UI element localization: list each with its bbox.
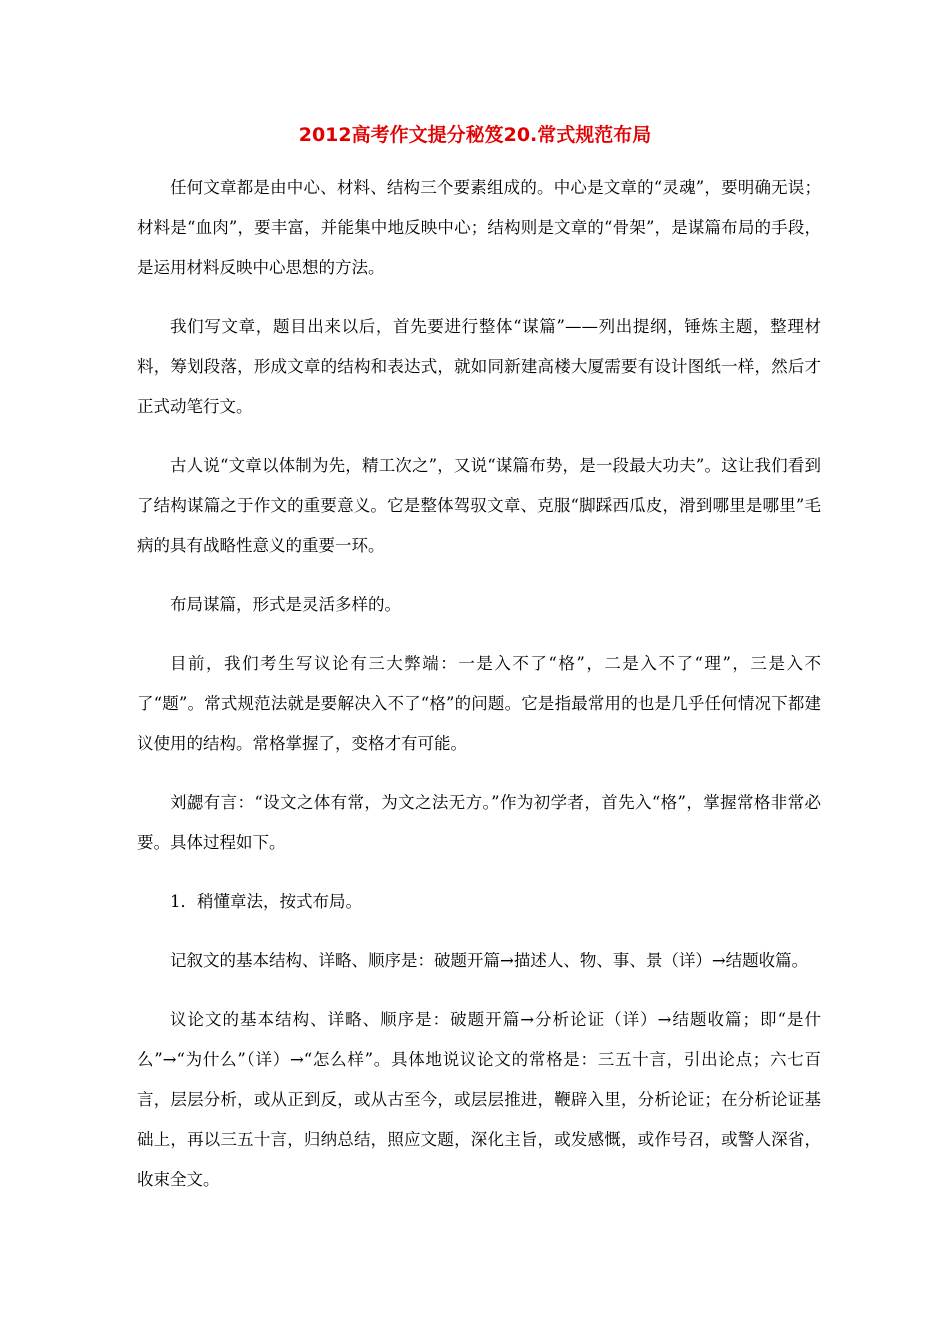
paragraph-3: 古人说“文章以体制为先，精工次之”，又说“谋篇布势，是一段最大功夫”。这让我们看到了结构谋篇之于作文的重要意义。它是整体驾驭文章、克服“脚踩西瓜皮，滑到哪里是哪里”毛病的具有战略性意义的重要一环。 [137,456,821,555]
paragraph-5: 目前，我们考生写议论有三大弊端：一是入不了“格”，二是入不了“理”，三是入不了“题”。常式规范法就是要解决入不了“格”的问题。它是指最常用的也是几乎任何情况下都建议使用的结构。常格掌握了，变格才有可能。 [137,654,821,753]
paragraph-1: 任何文章都是由中心、材料、结构三个要素组成的。中心是文章的“灵魂”，要明确无误；材料是“血肉”，要丰富，并能集中地反映中心；结构则是文章的“骨架”，是谋篇布局的手段，是运用材料反映中心思想的方法。 [137,178,821,277]
paragraph-8: 记叙文的基本结构、详略、顺序是：破题开篇→描述人、物、事、景（详）→结题收篇。 [170,951,809,970]
document-body [137,168,821,1219]
paragraph-4: 布局谋篇，形式是灵活多样的。 [170,595,401,614]
paragraph-2: 我们写文章，题目出来以后，首先要进行整体“谋篇”——列出提纲，锤炼主题，整理材料，筹划段落，形成文章的结构和表达式，就如同新建高楼大厦需要有设计图纸一样，然后才正式动笔行文。 [137,317,821,416]
paragraph-9: 议论文的基本结构、详略、顺序是：破题开篇→分析论证（详）→结题收篇；即“是什么”→“为什么”（详）→“怎么样”。具体地说议论文的常格是：三五十言，引出论点；六七百言，层层分析，或从正到反，或从古至今，或层层推进，鞭辟入里，分析论证；在分析论证基础上，再以三五十言，归纳总结，照应文题，深化主旨，或发感慨，或作号召，或警人深省，收束全文。 [137,1010,821,1189]
paragraph-6: 刘勰有言：“设文之体有常，为文之法无方。”作为初学者，首先入“格”，掌握常格非常必要。具体过程如下。 [137,793,821,852]
paragraph-7: 1．稍懂章法，按式布局。 [170,892,362,911]
document-title: 2012高考作文提分秘笈20.常式规范布局 [298,124,652,146]
